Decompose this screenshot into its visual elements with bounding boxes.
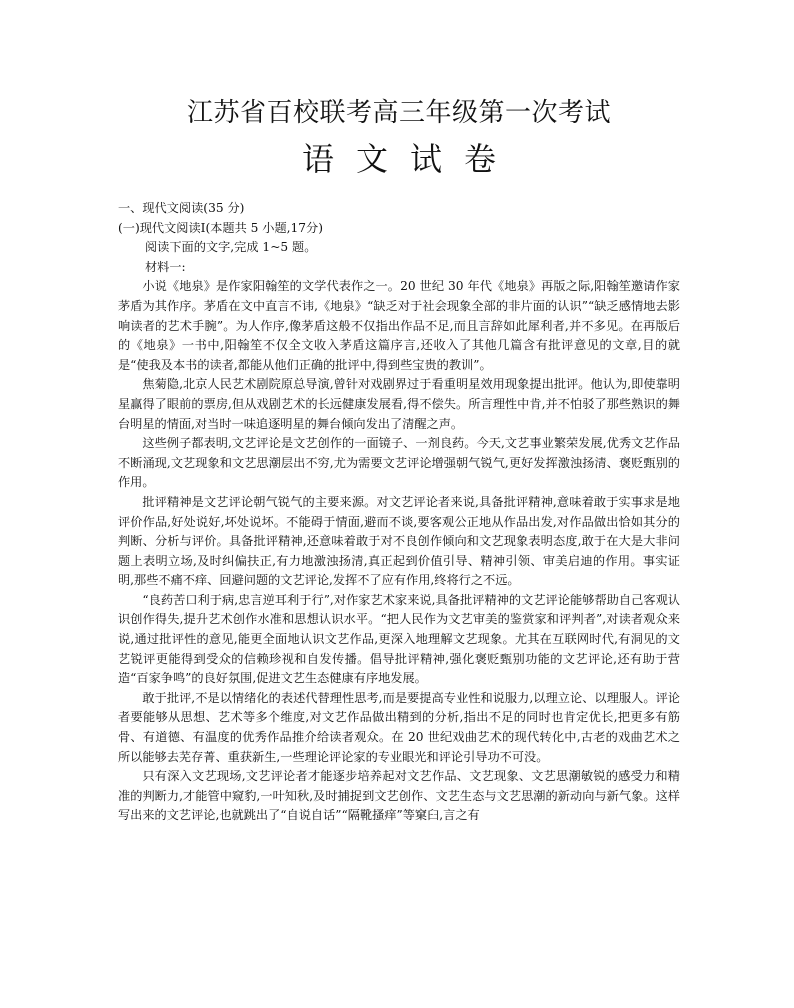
subsection-heading: (一)现代文阅读Ⅰ(本题共 5 小题,17分) [118, 220, 323, 235]
paragraph-7: 只有深入文艺现场,文艺评论者才能逐步培养起对文艺作品、文艺现象、文艺思潮敏锐的感受力和精准的判断力,才能管中窥豹,一叶知秋,及时捕捉到文艺创作、文艺生态与文艺思潮的新动向与新气象。这样写出来的文艺评论,也就跳出了“自说自话”“隔靴搔痒”等窠臼,言之有 [118, 769, 680, 823]
exam-body [118, 199, 680, 826]
paragraph-6: 敢于批评,不是以情绪化的表述代替理性思考,而是要提高专业性和说服力,以理立论、以理服人。评论者要能够从思想、艺术等多个维度,对文艺作品做出精到的分析,指出不足的同时也肯定优长,把更多有筋骨、有道德、有温度的优秀作品推介给读者观众。在 20 世纪戏曲艺术的现代转化中,古老的戏曲艺术之所以能够去芜存菁、重获新生,一些理论评论家的专业眼光和评论引导功不可没。 [118, 690, 680, 764]
paragraph-4: 批评精神是文艺评论朝气锐气的主要来源。对文艺评论者来说,具备批评精神,意味着敢于实事求是地评价作品,好处说好,坏处说坏。不能碍于情面,避而不谈,要客观公正地从作品出发,对作品做出恰如其分的判断、分析与评价。具备批评精神,还意味着敢于对不良创作倾向和文艺现象表明态度,敢于在大是大非问题上表明立场,及时纠偏扶正,有力地激浊扬清,真正起到价值引导、精神引领、审美启迪的作用。事实证明,那些不痛不痒、回避问题的文艺评论,发挥不了应有作用,终将行之不远。 [118, 494, 680, 588]
exam-title: 江苏省百校联考高三年级第一次考试 [186, 98, 611, 128]
material-label: 材料一: [145, 259, 186, 274]
exam-subtitle: 语文试卷 [301, 140, 518, 178]
paragraph-5: “良药苦口利于病,忠言逆耳利于行”,对作家艺术家来说,具备批评精神的文艺评论能够帮助自己客观认识创作得失,提升艺术创作水准和思想认识水平。“把人民作为文艺审美的鉴赏家和评判者”,对读者观众来说,通过批评性的意见,能更全面地认识文艺作品,更深入地理解文艺现象。尤其在互联网时代,有洞见的文艺锐评更能得到受众的信赖珍视和自发传播。倡导批评精神,强化褒贬甄别功能的文艺评论,还有助于营造“百家争鸣”的良好氛围,促进文艺生态健康有序地发展。 [118, 592, 680, 686]
paragraph-2: 焦菊隐,北京人民艺术剧院原总导演,曾针对戏剧界过于看重明星效用现象提出批评。他认为,即使靠明星赢得了眼前的票房,但从戏剧艺术的长远健康发展看,得不偿失。所言理性中肯,并不怕驳了那些熟识的舞台明星的情面,对当时一味追逐明星的舞台倾向发出了清醒之声。 [118, 377, 680, 431]
section-heading: 一、现代文阅读(35 分) [118, 201, 245, 215]
paragraph-1: 小说《地泉》是作家阳翰笙的文学代表作之一。20 世纪 30 年代《地泉》再版之际,阳翰笙邀请作家茅盾为其作序。茅盾在文中直言不讳,《地泉》“缺乏对于社会现象全部的非片面的认识”“缺乏感情地去影响读者的艺术手腕”。为人作序,像茅盾这般不仅指出作品不足,而且言辞如此犀利者,并不多见。在再版后的《地泉》一书中,阳翰笙不仅全文收入茅盾这篇序言,还收入了其他几篇含有批评意见的文章,目的就是“使我及本书的读者,都能从他们正确的批评中,得到些宝贵的教训”。 [118, 279, 680, 372]
reading-instruction: 阅读下面的文字,完成 1~5 题。 [145, 240, 317, 255]
exam-page [118, 95, 680, 826]
paragraph-3: 这些例子都表明,文艺评论是文艺创作的一面镜子、一剂良药。今天,文艺事业繁荣发展,优秀文艺作品不断涌现,文艺现象和文艺思潮层出不穷,尤为需要文艺评论增强朝气锐气,更好发挥激浊扬清、褒贬甄别的作用。 [118, 436, 680, 490]
